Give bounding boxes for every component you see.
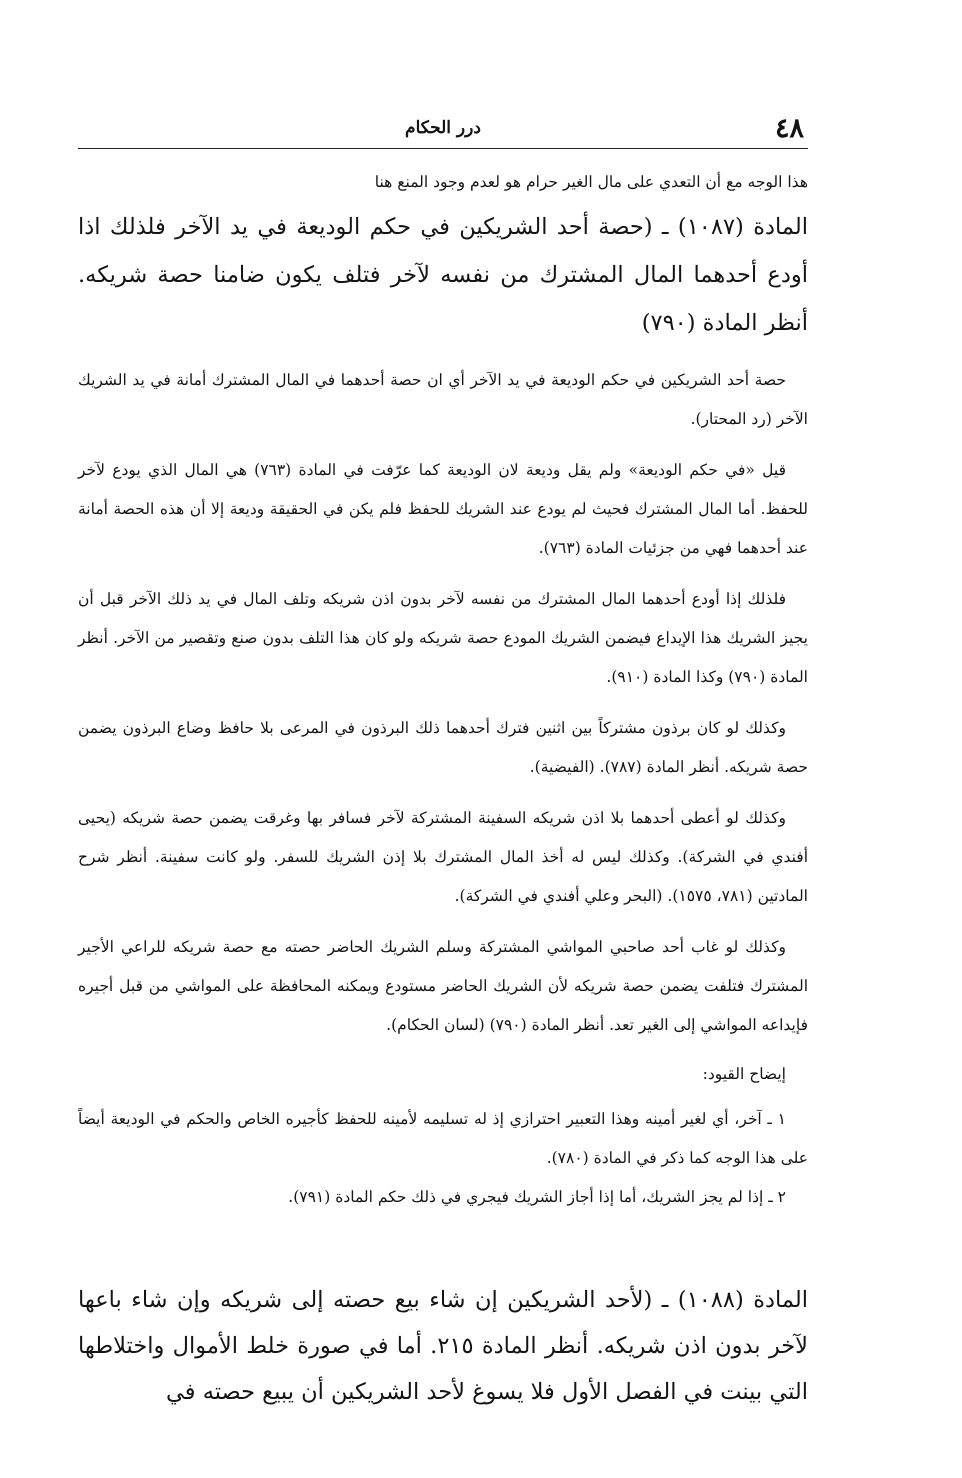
commentary-paragraph: حصة أحد الشريكين في حكم الوديعة في يد الآخر أي ان حصة أحدهما في المال المشترك أمانة في يد الشريك الآخر (رد المحتار). [78,371,808,428]
constraint-note: ٢ ـ إذا لم يجز الشريك، أما إذا أجاز الشريك فيجري في ذلك حكم المادة (٧٩١). [288,1188,786,1206]
continuation-line: هذا الوجه مع أن التعدي على مال الغير حرام هو لعدم وجود المنع هنا [374,173,808,191]
commentary-paragraph: وكذلك لو كان برذون مشتركاً بين اثنين فترك أحدهما ذلك البرذون في المرعى بلا حافظ وضاع البرذون يضمن حصة شريكه. أنظر المادة (٧٨٧). (الفيضية). [78,719,808,776]
page-number: ٤٨ [774,113,804,144]
commentary-paragraph: وكذلك لو غاب أحد صاحبي المواشي المشتركة وسلم الشريك الحاضر حصته مع حصة شريكه للراعي الأجير المشترك فتلفت يضمن حصة شريكه لأن الشريك الحاضر مستودع ويمكنه المحافظة على المواشي من قبل أجيره فإيداعه المواشي إلى الغير تعد. أنظر المادة (٧٩٠) (لسان الحكام). [78,938,808,1034]
commentary-paragraph: قيل «في حكم الوديعة» ولم يقل وديعة لان الوديعة كما عرّفت في المادة (٧٦٣) هي المال الذي يودع لآخر للحفظ. أما المال المشترك فحيث لم يودع عند الشريك للحفظ فلم يكن في الحقيقة وديعة إلا أن هذه الحصة أمانة عند أحدهما فهي من جزئيات المادة (٧٦٣). [78,461,808,557]
article-1087: المادة (١٠٨٧) ـ (حصة أحد الشريكين في حكم الوديعة في يد الآخر فلذلك اذا أودع أحدهما المال المشترك من نفسه لآخر فتلف يكون ضامنا حصة شريكه. أنظر المادة (٧٩٠) [78,214,808,336]
constraint-note: ١ ـ آخر، أي لغير أمينه وهذا التعبير احترازي إذ له تسليمه لأمينه للحفظ كأجيره الخاص والحكم في الوديعة أيضاً على هذا الوجه كما ذكر في المادة (٧٨٠). [78,1110,808,1167]
page-header [78,108,808,149]
article-1088: المادة (١٠٨٨) ـ (لأحد الشريكين إن شاء بيع حصته إلى شريكه وإن شاء باعها لآخر بدون اذن شريكه. أنظر المادة ٢١٥. أما في صورة خلط الأموال واختلاطها التي بينت في الفصل الأول فلا يسوغ لأحد الشريكين أن يبيع حصته في [78,1287,809,1405]
commentary-paragraph: وكذلك لو أعطى أحدهما بلا اذن شريكه السفينة المشتركة لآخر فسافر بها وغرقت يضمن حصة شريكه (يحيى أفندي في الشركة). وكذلك ليس له أخذ المال المشترك بلا إذن الشريك للسفر. ولو كانت سفينة. أنظر شرح المادتين (٧٨١، ١٥٧٥). (البحر وعلي أفندي في الشركة). [78,809,808,905]
commentary-paragraph: فلذلك إذا أودع أحدهما المال المشترك من نفسه لآخر بدون اذن شريكه وتلف المال في يد ذلك الآخر قبل أن يجيز الشريك هذا الإيداع فيضمن الشريك المودع حصة شريكه ولو كان هذا التلف بدون صنع وتقصير من الآخر. أنظر المادة (٧٩٠) وكذا المادة (٩١٠). [78,590,808,686]
running-title: درر الحكام [405,118,481,138]
document-page [78,108,808,1415]
constraints-heading: إيضاح القيود: [702,1065,786,1083]
